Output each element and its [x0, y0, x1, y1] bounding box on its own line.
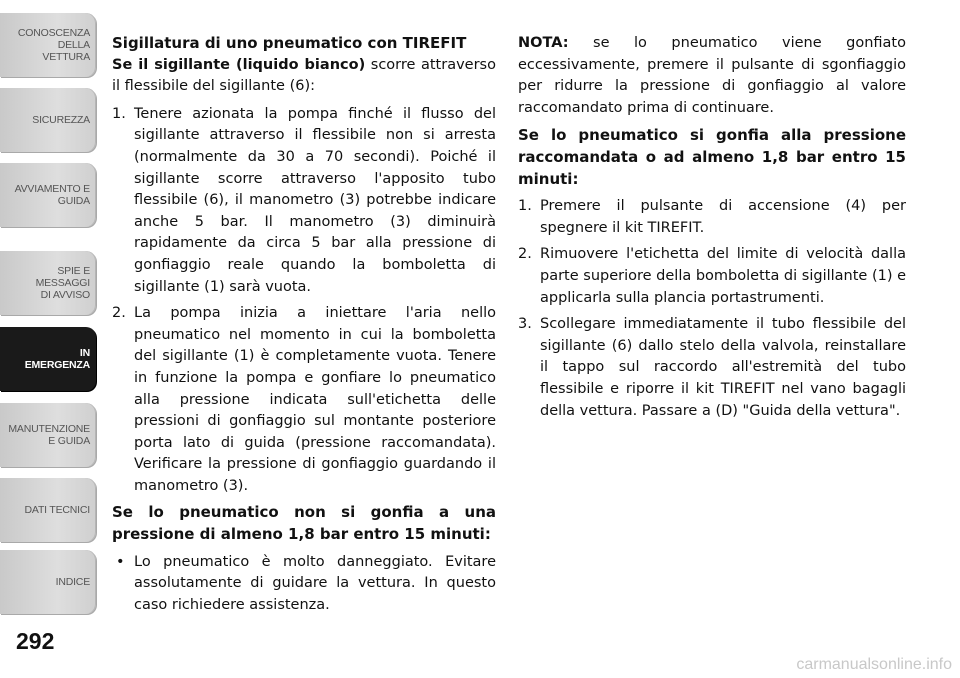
tab-manutenzione-e-guida[interactable] — [0, 403, 96, 467]
tab-label: DATI TECNICI — [24, 504, 90, 516]
section-title: Sigillatura di uno pneumatico con TIREFIT — [112, 34, 467, 52]
subheading: Se lo pneumatico si gonfia alla pressione raccomandata o ad almeno 1,8 bar entro 15 minuti: — [518, 126, 906, 188]
list-item — [518, 244, 906, 309]
page-number: 292 — [16, 628, 55, 654]
right-column — [518, 33, 906, 427]
note-paragraph — [518, 33, 906, 119]
intro-rest: scorre attraverso il flessibile del sigillante (6): — [112, 56, 496, 95]
intro-paragraph — [112, 55, 496, 98]
intro-bold: Se il sigillante (liquido bianco) — [112, 56, 366, 73]
list-item — [518, 196, 906, 239]
tab-label: SPIE E MESSAGGI DI AVVISO — [35, 265, 90, 301]
list-text: La pompa inizia a iniettare l'aria nello pneumatico nel momento in cui la bomboletta del sigillante (1) è completamente vuota. Tenere in funzione la pompa e gonfiare lo pneumatico alla pressione indicata sull'etichetta delle pressioni di gonfiaggio sul montante posteriore porta lato di guida (pressione raccomandata). Verificare la pressione di gonfiaggio guardando il manometro (3). — [134, 305, 496, 494]
list-text: Scollegare immediatamente il tubo flessibile del sigillante (6) dallo stelo della valvola, reinstallare il tappo sul raccordo all'estremità del tubo flessibile e riporre il kit TIREFIT nel vano bagagli della vettura. Passare a (D) "Guida della vettura". — [540, 316, 906, 419]
tab-spie-e-messaggi[interactable] — [0, 251, 96, 315]
tab-label: CONOSCENZA DELLA VETTURA — [17, 27, 90, 63]
list-number: 1. — [112, 105, 126, 122]
tab-label: INDICE — [55, 576, 90, 588]
bullet-dot: • — [116, 553, 125, 570]
list-item — [112, 104, 496, 298]
tab-label: SICUREZZA — [32, 114, 90, 126]
list-item — [518, 314, 906, 422]
list-number: 3. — [518, 316, 532, 333]
chapter-tab-sidebar — [0, 0, 100, 678]
list-number: 1. — [518, 198, 532, 215]
list-item — [112, 303, 496, 497]
list-text: Tenere azionata la pompa finché il flusso del sigillante attraverso il flessibile non si arresta (normalmente da 30 a 70 secondi). Poiché il sigillante scorre attraverso l'apposito tubo flessibile (6), il manometro (3) potrebbe indicare anche 5 bar. Il manometro (3) diminuirà rapidamente da circa 5 bar alla pressione di gonfiaggio reale quando la bomboletta di sigillante (1) sarà vuota. — [134, 105, 496, 295]
list-number: 2. — [518, 246, 532, 263]
tab-label: IN EMERGENZA — [24, 347, 90, 371]
watermark: carmanualsonline.info — [796, 656, 952, 673]
left-column — [112, 33, 496, 616]
tab-label: AVVIAMENTO E GUIDA — [14, 183, 90, 207]
list-number: 2. — [112, 305, 126, 322]
tab-conoscenza-della-vettura[interactable] — [0, 13, 96, 77]
subheading: Se lo pneumatico non si gonfia a una pressione di almeno 1,8 bar entro 15 minuti: — [112, 503, 496, 544]
tab-label: MANUTENZIONE E GUIDA — [8, 423, 90, 447]
tab-avviamento-e-guida[interactable] — [0, 163, 96, 227]
tab-indice[interactable] — [0, 550, 96, 614]
tab-sicurezza[interactable] — [0, 88, 96, 152]
list-text: Rimuovere l'etichetta del limite di velocità dalla parte superiore della bomboletta di sigillante (1) e applicarla sulla plancia portastrumenti. — [540, 246, 907, 306]
note-text: se lo pneumatico viene gonfiato eccessivamente, premere il pulsante di sgonfiaggio per ridurre la pressione di gonfiaggio al valore raccomandato prima di continuare. — [518, 35, 906, 116]
bullet-text: Lo pneumatico è molto danneggiato. Evitare assolutamente di guidare la vettura. In questo caso richiedere assistenza. — [134, 553, 496, 613]
tab-dati-tecnici[interactable] — [0, 478, 96, 542]
bullet-item — [112, 552, 496, 617]
list-text: Premere il pulsante di accensione (4) per spegnere il kit TIREFIT. — [540, 198, 906, 236]
note-label: NOTA: — [518, 35, 569, 51]
tab-in-emergenza[interactable] — [0, 327, 96, 391]
